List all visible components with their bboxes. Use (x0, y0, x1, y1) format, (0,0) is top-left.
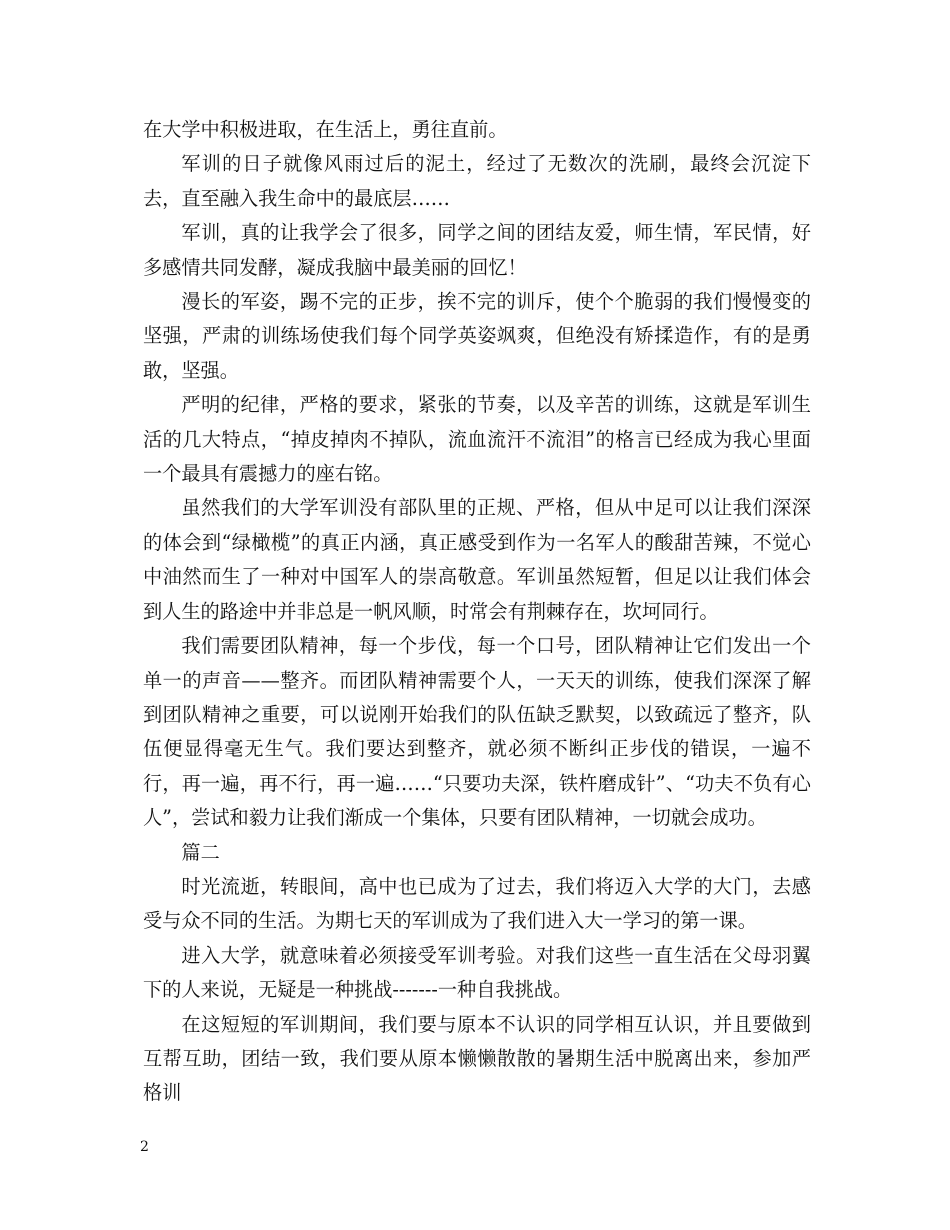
paragraph-10: 进入大学，就意味着必须接受军训考验。对我们这些一直生活在父母羽翼下的人来说，无疑是一种挑战-------一种自我挑战。 (143, 943, 811, 1002)
paragraph-6: 虽然我们的大学军训没有部队里的正规、严格，但从中足可以让我们深深的体会到“绿橄榄”的真正内涵，真正感受到作为一名军人的酸甜苦辣，不觉心中油然而生了一种对中国军人的崇高敬意。军训虽然短暂，但足以让我们体会到人生的路途中并非总是一帆风顺，时常会有荆棘存在，坎坷同行。 (143, 496, 811, 623)
page-number: 2 (140, 1139, 149, 1155)
paragraph-11: 在这短短的军训期间，我们要与原本不认识的同学相互认识，并且要做到互帮互助，团结一致，我们要从原本懒懒散散的暑期生活中脱离出来，参加严格训 (143, 1012, 811, 1105)
paragraph-4: 漫长的军姿，踢不完的正步，挨不完的训斥，使个个脆弱的我们慢慢变的坚强，严肃的训练场使我们每个同学英姿飒爽，但绝没有矫揉造作，有的是勇敢，坚强。 (143, 290, 811, 382)
paragraph-5: 严明的纪律，严格的要求，紧张的节奏，以及辛苦的训练，这就是军训生活的几大特点，“掉皮掉肉不掉队，流血流汗不流泪”的格言已经成为我心里面一个最具有震撼力的座右铭。 (143, 393, 811, 486)
document-body (143, 113, 811, 1111)
paragraph-9: 时光流逝，转眼间，高中也已成为了过去，我们将迈入大学的大门，去感受与众不同的生活。为期七天的军训成为了我们进入大一学习的第一课。 (143, 874, 811, 933)
paragraph-7: 我们需要团队精神，每一个步伐，每一个口号，团队精神让它们发出一个单一的声音——整齐。而团队精神需要个人，一天天的训练，使我们深深了解到团队精神之重要，可以说刚开始我们的队伍缺乏默契，以致疏远了整齐，队伍便显得毫无生气。我们要达到整齐，就必须不断纠正步伐的错误，一遍不行，再一遍，再不行，再一遍……“只要功夫深，铁杵磨成针”、“功夫不负有心人”，尝试和毅力让我们渐成一个集体，只要有团队精神，一切就会成功。 (143, 634, 811, 830)
paragraph-2: 军训的日子就像风雨过后的泥土，经过了无数次的洗刷，最终会沉淀下去，直至融入我生命中的最底层…… (143, 152, 811, 210)
paragraph-1: 在大学中积极进取，在生活上，勇往直前。 (143, 118, 508, 141)
section-heading: 篇二 (181, 840, 220, 864)
paragraph-3: 军训，真的让我学会了很多，同学之间的团结友爱，师生情，军民情，好多感情共同发酵，凝成我脑中最美丽的回忆！ (143, 221, 811, 279)
